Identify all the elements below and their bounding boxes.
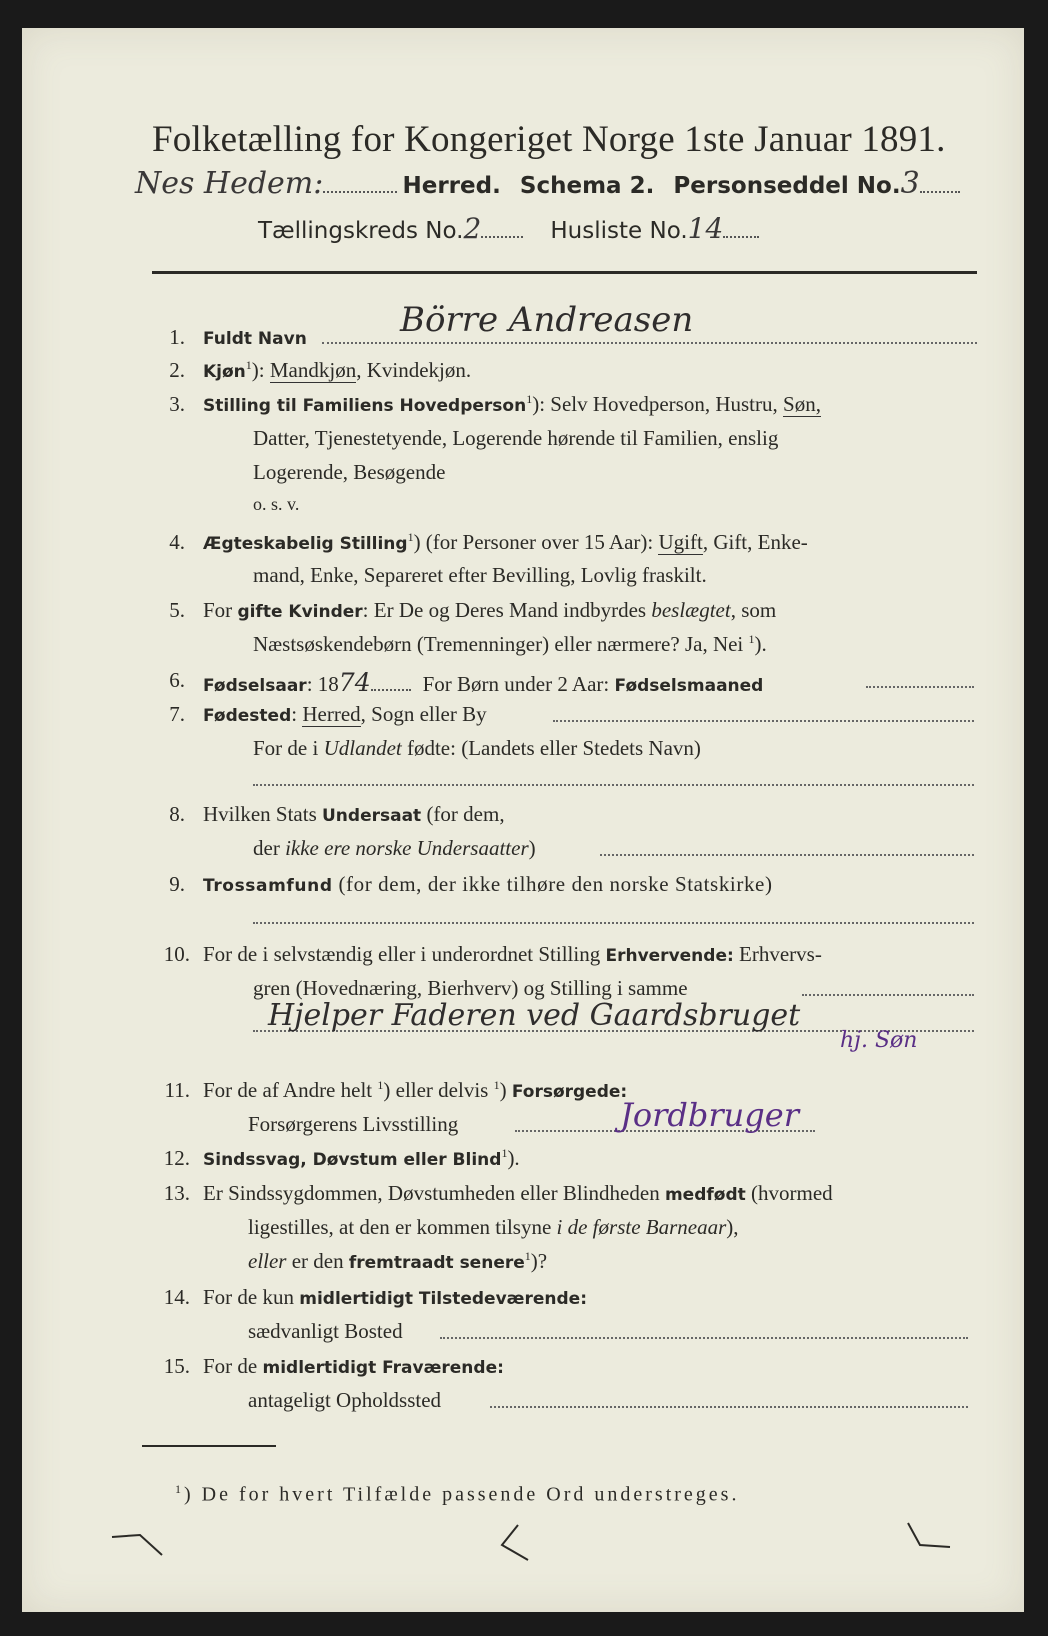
q7-dotline-2 bbox=[253, 784, 974, 786]
q12-row bbox=[203, 1146, 520, 1171]
q10-answer-annotation: hj. Søn bbox=[840, 1028, 918, 1053]
q6-middle: For Børn under 2 Aar: bbox=[422, 672, 615, 696]
q2-rest: ): bbox=[251, 358, 270, 382]
q1-label: Fuldt Navn bbox=[203, 329, 307, 349]
q5-sup: 1 bbox=[748, 632, 755, 646]
q6-dotline bbox=[866, 686, 974, 688]
q2-label: Kjøn bbox=[203, 362, 246, 382]
q8-row-2 bbox=[253, 836, 536, 861]
kreds-line bbox=[258, 212, 759, 245]
q2-sup: 1 bbox=[245, 358, 252, 372]
q13-line2a: ligestilles, at den er kommen tilsyne bbox=[248, 1215, 557, 1239]
q15-row-1 bbox=[203, 1354, 504, 1379]
personseddel-dots bbox=[920, 191, 960, 193]
footnote-sup: 1 bbox=[175, 1482, 184, 1496]
q7-colon: : bbox=[291, 702, 303, 726]
q5-line1c: , som bbox=[730, 598, 777, 622]
q5-line2: Næstsøskendebørn (Tremenninger) eller nærmere? Ja, Nei bbox=[253, 632, 749, 656]
q3-label: Stilling til Familiens Hovedperson bbox=[203, 396, 527, 416]
q12-rest: ). bbox=[507, 1146, 520, 1170]
q5-line2-end: ). bbox=[754, 632, 767, 656]
q9-dotline bbox=[253, 922, 974, 924]
q14-row-2: sædvanligt Bosted bbox=[248, 1319, 403, 1343]
q3-row-2: Datter, Tjenestetyende, Logerende hørende til Familien, enslig bbox=[253, 426, 779, 450]
q4-number: 4. bbox=[169, 530, 185, 554]
herred-value: Nes Hedem: bbox=[135, 166, 324, 201]
kreds-label: Tællingskreds No. bbox=[258, 218, 464, 244]
q10-answer: Hjelper Faderen ved Gaardsbruget bbox=[268, 998, 801, 1033]
q1-dotline bbox=[322, 342, 977, 344]
corner-mark-center bbox=[502, 1525, 528, 1560]
q12-number: 12. bbox=[163, 1146, 190, 1170]
q14-label: midlertidigt Tilstedeværende: bbox=[299, 1289, 587, 1309]
q4-sup: 1 bbox=[407, 530, 414, 544]
q11-line1a: For de af Andre helt bbox=[203, 1078, 378, 1102]
q15-label: midlertidigt Fraværende: bbox=[262, 1358, 504, 1378]
header-rule bbox=[152, 271, 977, 274]
form-title: Folketælling for Kongeriget Norge 1ste Januar 1891. bbox=[152, 119, 946, 160]
q5-label: gifte Kvinder bbox=[237, 602, 363, 622]
q11-row-2: Forsørgerens Livsstilling bbox=[248, 1112, 459, 1136]
q6-year-dots bbox=[371, 689, 411, 691]
q13-italic: i de første Barneaar bbox=[556, 1215, 727, 1239]
q15-row-2: antageligt Opholdssted bbox=[248, 1388, 442, 1412]
q10-row-1 bbox=[203, 942, 822, 967]
footnote-text: ) De for hvert Tilfælde passende Ord understreges. bbox=[184, 1483, 740, 1506]
q8-line1b: (for dem, bbox=[421, 802, 505, 826]
q10-line1b: Erhvervs- bbox=[733, 942, 822, 966]
q14-dotline bbox=[440, 1337, 968, 1339]
corner-mark-left bbox=[112, 1535, 162, 1555]
q15-number: 15. bbox=[163, 1354, 190, 1378]
q5-number: 5. bbox=[169, 598, 185, 622]
q13-label: medfødt bbox=[664, 1185, 746, 1205]
q1-answer: Börre Andreasen bbox=[400, 300, 694, 340]
q7-italic: Udlandet bbox=[323, 736, 402, 760]
footnote bbox=[175, 1482, 739, 1507]
q10-number: 10. bbox=[163, 942, 190, 966]
q7-label: Fødested bbox=[203, 706, 292, 726]
q6-label2: Fødselsmaaned bbox=[614, 676, 764, 696]
q10-line1a: For de i selvstændig eller i underordnet Stilling bbox=[203, 942, 606, 966]
q7-line2a: For de i bbox=[253, 736, 324, 760]
q11-sup-1: 1 bbox=[377, 1078, 384, 1092]
q9-label: Trossamfund bbox=[203, 876, 333, 896]
schema-label: Schema 2. bbox=[519, 173, 655, 199]
q4-label: Ægteskabelig Stilling bbox=[203, 534, 408, 554]
q2-option-other: , Kvindekjøn. bbox=[356, 358, 472, 382]
q3-row-1 bbox=[203, 392, 821, 417]
q8-label: Undersaat bbox=[322, 806, 422, 826]
q11-row-1 bbox=[203, 1078, 627, 1103]
q4-row-1 bbox=[203, 530, 808, 555]
q10-label: Erhvervende: bbox=[605, 946, 734, 966]
q8-line1a: Hvilken Stats bbox=[203, 802, 322, 826]
q5-line1a: For bbox=[203, 598, 238, 622]
q10-row-2: gren (Hovednæring, Bierhverv) og Stilling i samme bbox=[253, 976, 688, 1000]
q15-line1a: For de bbox=[203, 1354, 263, 1378]
q8-dotline bbox=[600, 854, 974, 856]
husliste-dots bbox=[723, 236, 759, 238]
kreds-dots bbox=[481, 236, 523, 238]
q1-row bbox=[203, 325, 307, 350]
q1-number: 1. bbox=[169, 325, 185, 349]
q9-row bbox=[203, 872, 773, 897]
q5-row-2 bbox=[253, 632, 767, 657]
q7-row-2 bbox=[253, 736, 701, 761]
q2-row bbox=[203, 358, 471, 383]
q13-row-2 bbox=[248, 1215, 739, 1240]
q9-number: 9. bbox=[169, 872, 185, 896]
q11-line1c: ) bbox=[499, 1078, 512, 1102]
q8-line2b: ) bbox=[528, 836, 536, 860]
q13-line2b: ), bbox=[726, 1215, 739, 1239]
q13-number: 13. bbox=[163, 1181, 190, 1205]
q15-dotline bbox=[490, 1406, 968, 1408]
q8-line2a: der bbox=[253, 836, 286, 860]
q11-sup-2: 1 bbox=[493, 1078, 500, 1092]
herred-dots bbox=[323, 191, 397, 193]
q12-sup: 1 bbox=[501, 1146, 508, 1160]
q13-row-3 bbox=[248, 1249, 547, 1274]
q13-row-1 bbox=[203, 1181, 833, 1206]
husliste-label: Husliste No. bbox=[550, 218, 688, 244]
q6-year-handwritten: 74 bbox=[338, 668, 371, 697]
herred-label: Herred. bbox=[402, 173, 501, 199]
q8-row-1 bbox=[203, 802, 505, 827]
q13-label2: fremtraadt senere bbox=[348, 1253, 525, 1273]
q13-sup: 1 bbox=[524, 1249, 531, 1263]
q13-line1a: Er Sindssygdommen, Døvstumheden eller Blindheden bbox=[203, 1181, 665, 1205]
q7-row-1 bbox=[203, 702, 487, 727]
q11-label: Forsørgede: bbox=[511, 1082, 628, 1102]
q13-italic-2: eller bbox=[248, 1249, 287, 1273]
q3-line1: ): Selv Hovedperson, Hustru, bbox=[532, 392, 784, 416]
q3-row-4: o. s. v. bbox=[253, 494, 300, 514]
q4-option-selected: Ugift bbox=[658, 530, 703, 554]
q7-option-selected: Herred bbox=[302, 702, 361, 726]
q3-option-selected: Søn, bbox=[783, 392, 821, 416]
q11-number: 11. bbox=[164, 1078, 190, 1102]
kreds-value: 2 bbox=[463, 212, 482, 245]
q6-number: 6. bbox=[169, 668, 185, 692]
q6-row bbox=[203, 668, 763, 697]
husliste-value: 14 bbox=[687, 212, 724, 245]
corner-mark-right bbox=[908, 1523, 950, 1547]
q3-number: 3. bbox=[169, 392, 185, 416]
q14-row-1 bbox=[203, 1285, 587, 1310]
q13-line3b: )? bbox=[530, 1249, 548, 1273]
q4-line1b: , Gift, Enke- bbox=[702, 530, 808, 554]
q7-dotline bbox=[553, 720, 974, 722]
q8-number: 8. bbox=[169, 802, 185, 826]
q3-row-3: Logerende, Besøgende bbox=[253, 460, 446, 484]
q6-label: Fødselsaar bbox=[203, 676, 307, 696]
footnote-rule bbox=[142, 1445, 276, 1447]
personseddel-value: 3 bbox=[900, 166, 920, 201]
q7-number: 7. bbox=[169, 702, 185, 726]
q11-answer: Jordbruger bbox=[620, 1096, 799, 1134]
q5-row-1 bbox=[203, 598, 776, 623]
q5-italic: beslægtet bbox=[651, 598, 731, 622]
q6-prefix: : 18 bbox=[306, 672, 339, 696]
q14-line1a: For de kun bbox=[203, 1285, 300, 1309]
q12-label: Sindssvag, Døvstum eller Blind bbox=[203, 1150, 502, 1170]
q14-number: 14. bbox=[163, 1285, 190, 1309]
q4-line1a: ) (for Personer over 15 Aar): bbox=[413, 530, 659, 554]
q13-line1b: (hvormed bbox=[745, 1181, 833, 1205]
q11-line1b: ) eller delvis bbox=[383, 1078, 494, 1102]
q5-line1b: : Er De og Deres Mand indbyrdes bbox=[362, 598, 652, 622]
page-corner-marks bbox=[100, 1515, 1000, 1585]
q4-row-2: mand, Enke, Separeret efter Bevilling, Lovlig fraskilt. bbox=[253, 563, 707, 587]
q2-number: 2. bbox=[169, 358, 185, 382]
q9-rest: (for dem, der ikke tilhøre den norske Statskirke) bbox=[332, 872, 773, 896]
q3-sup: 1 bbox=[526, 392, 533, 406]
q2-option-selected: Mandkjøn bbox=[269, 358, 357, 382]
q13-line3a: er den bbox=[286, 1249, 349, 1273]
q10-dotline-1 bbox=[802, 994, 974, 996]
personseddel-label: Personseddel No. bbox=[673, 173, 901, 199]
herred-line bbox=[135, 166, 960, 206]
q8-italic: ikke ere norske Undersaatter bbox=[285, 836, 529, 860]
q7-rest: , Sogn eller By bbox=[360, 702, 487, 726]
q7-line2b: fødte: (Landets eller Stedets Navn) bbox=[401, 736, 701, 760]
